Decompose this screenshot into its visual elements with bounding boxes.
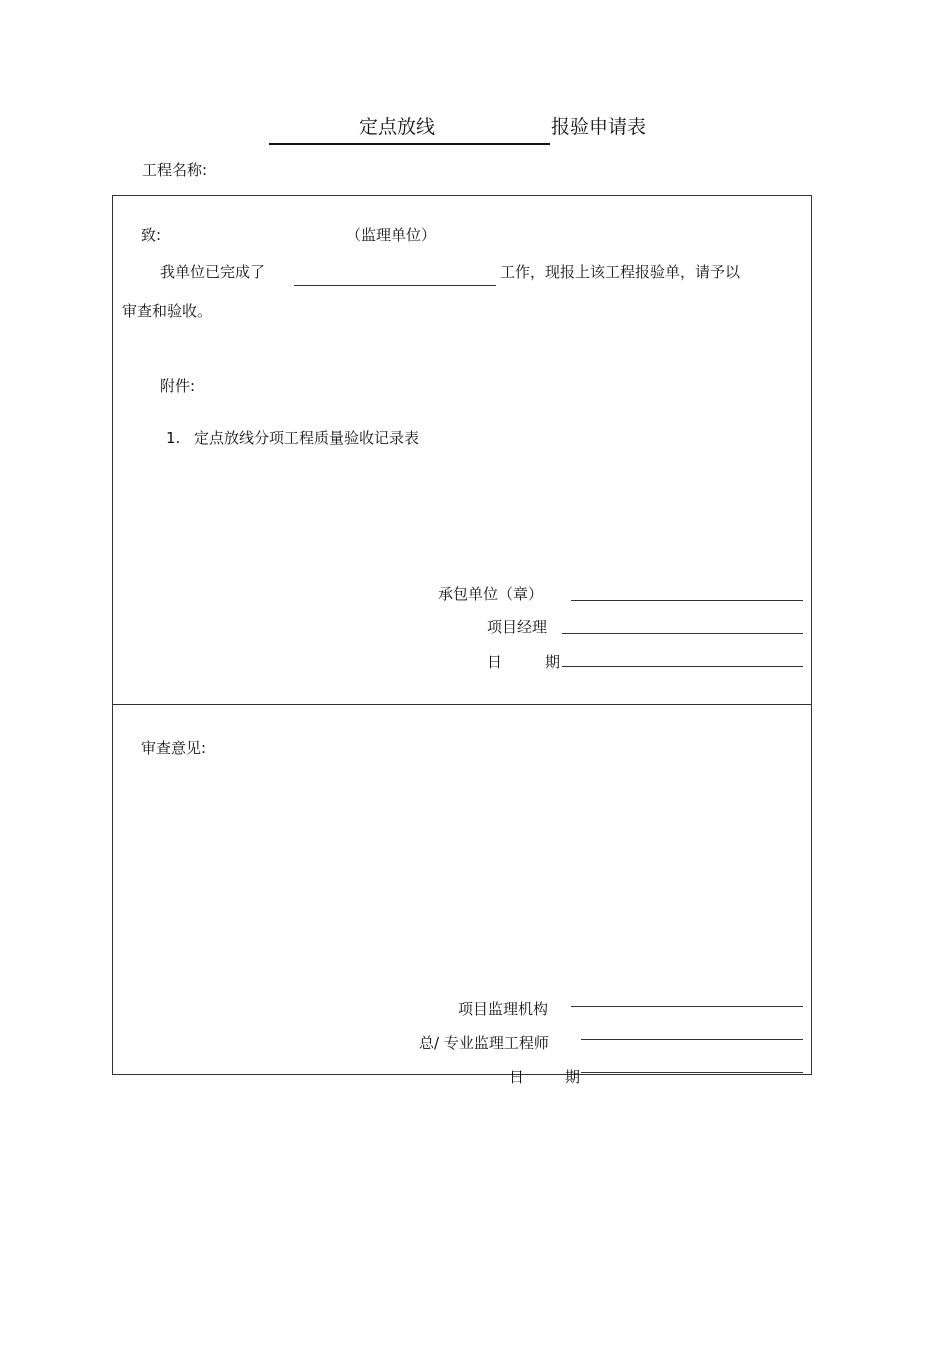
project-manager-blank[interactable] <box>562 633 803 634</box>
engineer-blank[interactable] <box>581 1039 803 1040</box>
attachment-item-number: 1. <box>166 429 181 447</box>
section-divider <box>112 704 812 705</box>
title-suffix: 报验申请表 <box>551 116 647 138</box>
review-date-label-char2: 期 <box>565 1068 581 1086</box>
title-topic: 定点放线 <box>359 116 436 138</box>
project-manager-label: 项目经理 <box>487 618 548 636</box>
body-line2: 审查和验收。 <box>122 302 213 320</box>
supervision-org-blank[interactable] <box>571 1006 803 1007</box>
project-name-label: 工程名称: <box>142 161 208 179</box>
review-opinion-label: 审查意见: <box>141 739 207 757</box>
work-name-blank[interactable] <box>294 285 496 286</box>
attachments-label: 附件: <box>160 377 196 395</box>
body-line1-prefix: 我单位已完成了 <box>160 263 266 281</box>
supervision-org-label: 项目监理机构 <box>458 1000 549 1018</box>
review-date-blank[interactable] <box>581 1072 803 1073</box>
engineer-label: 总/ 专业监理工程师 <box>419 1034 549 1052</box>
contractor-blank[interactable] <box>571 600 803 601</box>
review-date-label-char1: 日 <box>509 1068 525 1086</box>
to-label: 致: <box>141 226 162 244</box>
contractor-label: 承包单位（章） <box>438 585 544 603</box>
body-line1-suffix: 工作，现报上该工程报验单，请予以 <box>500 263 741 281</box>
form-table <box>112 195 812 1075</box>
date-blank[interactable] <box>562 666 803 667</box>
supervision-unit-label: （监理单位） <box>346 226 437 244</box>
date-label-char1: 日 <box>487 653 503 671</box>
attachment-item-text: 定点放线分项工程质量验收记录表 <box>194 429 420 447</box>
title-underline <box>269 143 550 145</box>
date-label-char2: 期 <box>545 653 561 671</box>
